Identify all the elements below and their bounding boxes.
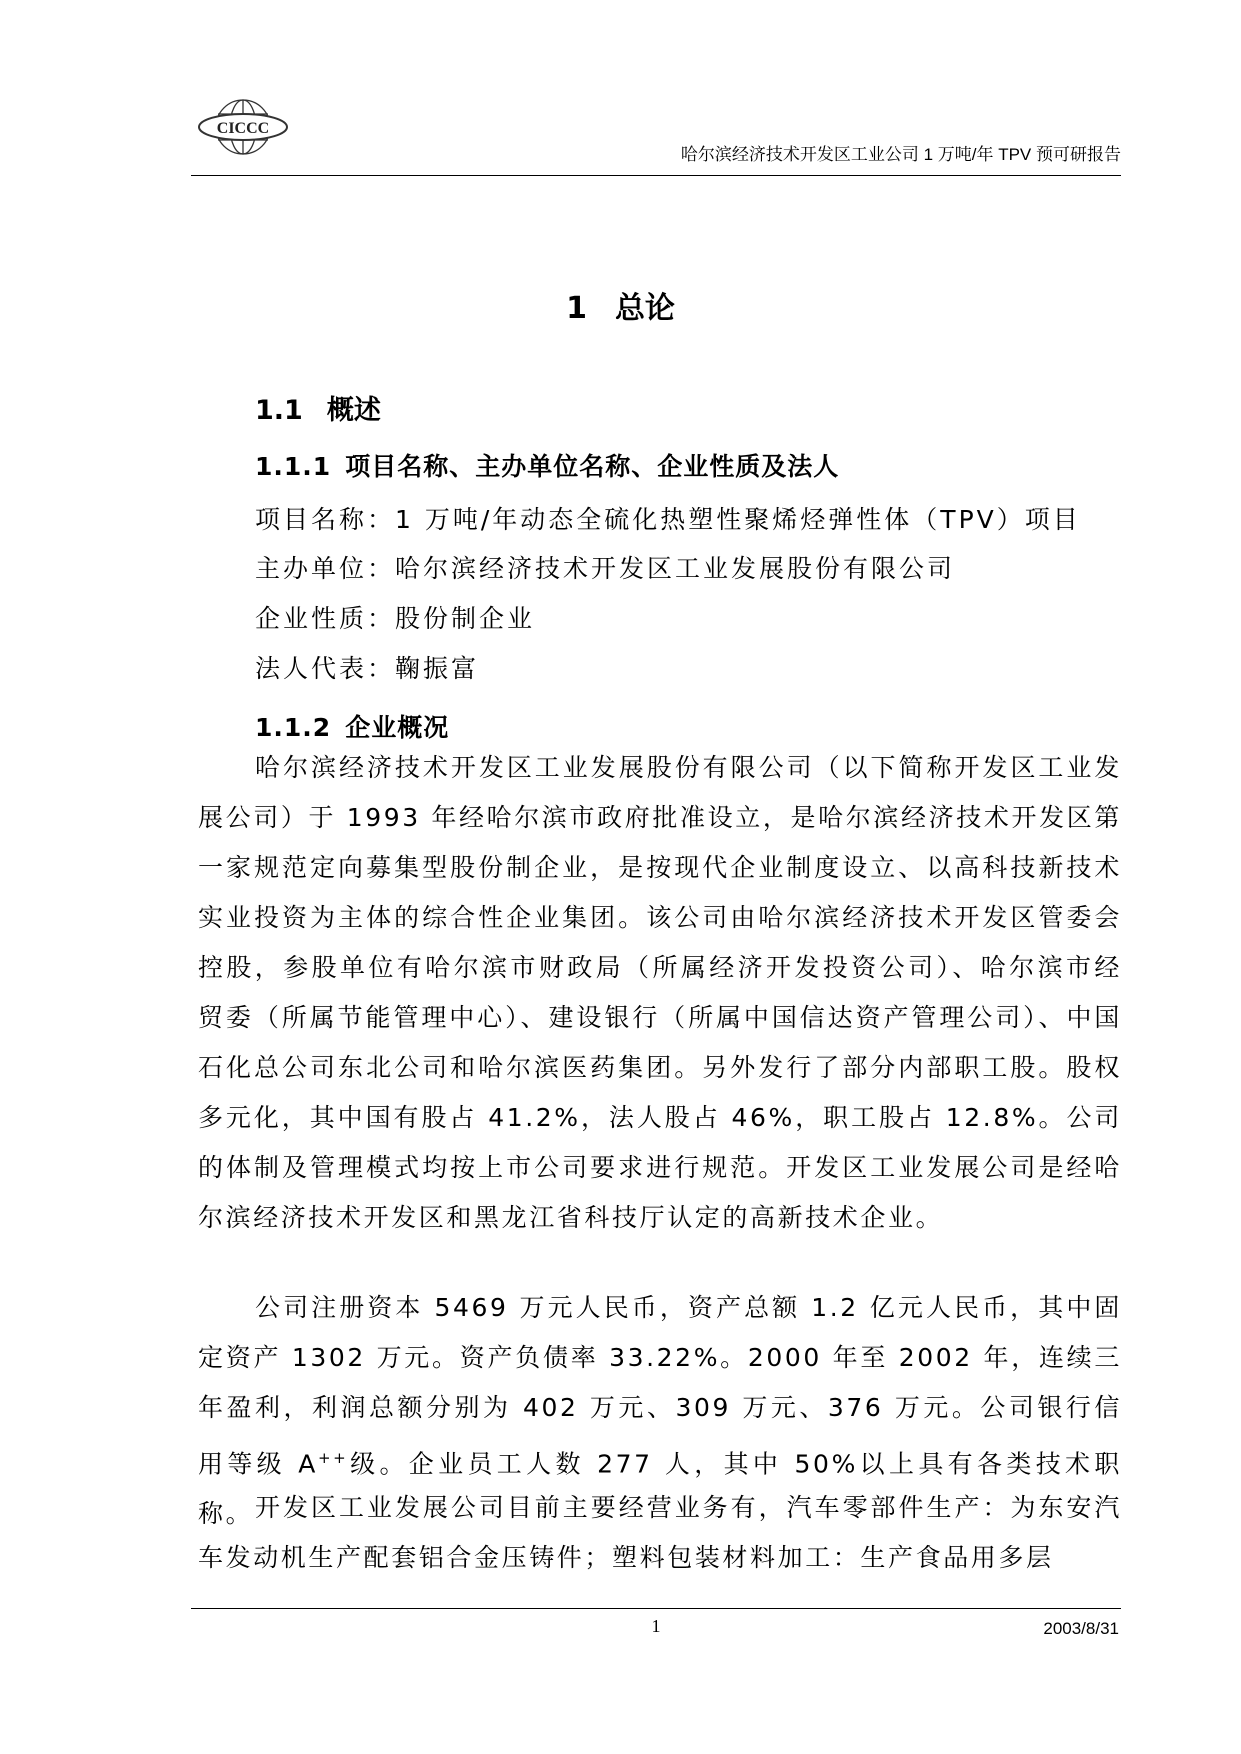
info-line-project-name <box>255 500 1081 536</box>
subsection-number: 1.1.1 <box>255 452 332 481</box>
info-key: 企业性质： <box>255 604 396 633</box>
info-value: 哈尔滨经济技术开发区工业发展股份有限公司 <box>395 554 956 583</box>
footer-date: 2003/8/31 <box>1043 1619 1119 1638</box>
body-paragraph: 哈尔滨经济技术开发区工业发展股份有限公司（以下简称开发区工业发展公司）于 1993 年经哈尔滨市政府批准设立，是哈尔滨经济技术开发区第一家规范定向募集型股份制企业，是按现代企业制度设立、以高科技新技术实业投资为主体的综合性企业集团。该公司由哈尔滨经济技术开发区管委会控股，参股单位有哈尔滨市财政局（所属经济开发投资公司）、哈尔滨市经贸委（所属节能管理中心）、建设银行（所属中国信达资产管理公司）、中国石化总公司东北公司和哈尔滨医药集团。另外发行了部分内部职工股。股权多元化，其中国有股占 41.2%，法人股占 46%，职工股占 12.8%。公司的体制及管理模式均按上市公司要求进行规范。开发区工业发展公司是经哈尔滨经济技术开发区和黑龙江省科技厅认定的高新技术企业。 <box>198 753 1122 1232</box>
subsection-number: 1.1.2 <box>255 713 332 742</box>
paragraph-text: 公司注册资本 5469 万元人民币，资产总额 1.2 亿元人民币，其中固定资产 1302 万元。资产负债率 33.22%。2000 年至 2002 年，连续三年盈利，利润总额分别为 402 万元、309 万元、376 万元。公司银行信用等级 A <box>198 1293 1122 1479</box>
info-line-legal-rep <box>255 649 479 685</box>
section-number: 1.1 <box>255 395 303 426</box>
section-title: 概述 <box>326 395 381 426</box>
header-title: 哈尔滨经济技术开发区工业公司 1 万吨/年 TPV 预可研报告 <box>680 145 1121 164</box>
section-heading <box>255 388 381 427</box>
header-divider <box>191 175 1121 176</box>
chapter-title: 总论 <box>614 291 675 326</box>
info-line-sponsor <box>255 549 955 585</box>
body-paragraph: 开发区工业发展公司目前主要经营业务有，汽车零部件生产：为东安汽车发动机生产配套铝合金压铸件；塑料包装材料加工：生产食品用多层 <box>198 1493 1122 1572</box>
info-key: 项目名称： <box>255 505 396 534</box>
info-key: 法人代表： <box>255 654 396 683</box>
subsection-title: 项目名称、主办单位名称、企业性质及法人 <box>345 452 840 481</box>
subsection-title: 企业概况 <box>345 713 450 742</box>
info-line-enterprise-type <box>255 599 535 635</box>
info-value: 股份制企业 <box>395 604 536 633</box>
superscript: ++ <box>318 1449 349 1467</box>
subsection-heading <box>255 708 449 744</box>
paragraph-text: 级。企业员工人数 277 人，其中 50%以上具有各类技术职称。 <box>198 1449 1122 1529</box>
footer-divider <box>191 1608 1121 1609</box>
subsection-heading <box>255 447 839 483</box>
svg-text:CICCC: CICCC <box>216 120 270 137</box>
info-value: 鞠振富 <box>395 654 480 683</box>
chapter-heading <box>0 283 1241 327</box>
cicc-logo <box>197 96 289 158</box>
page-number: 1 <box>651 1616 661 1636</box>
info-value: 1 万吨/年动态全硫化热塑性聚烯烃弹性体（TPV）项目 <box>395 505 1081 534</box>
info-key: 主办单位： <box>255 554 396 583</box>
chapter-number: 1 <box>566 291 587 326</box>
